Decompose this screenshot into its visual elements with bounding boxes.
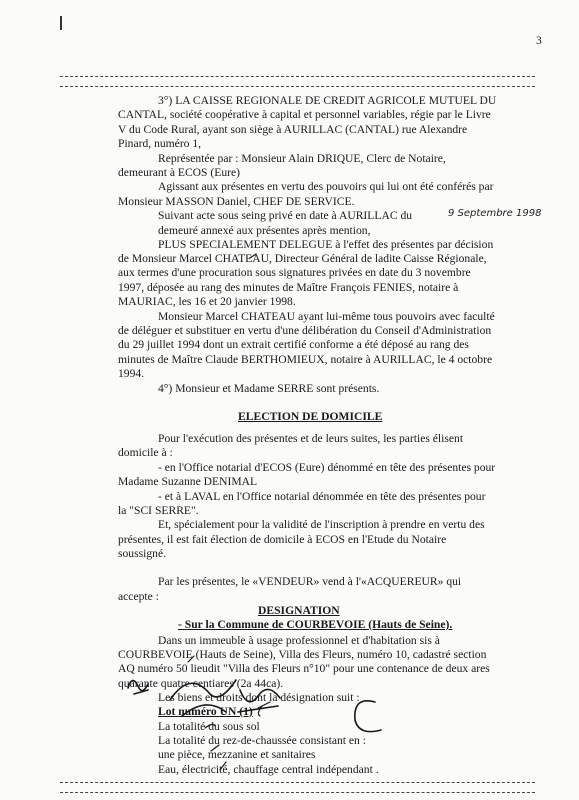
text-line: PLUS SPECIALEMENT DELEGUE à l'effet des présentes par décision <box>158 238 494 251</box>
text-line: CANTAL, société coopérative à capital et personnel variables, régie par le Livre <box>118 108 491 121</box>
text-line: Pour l'exécution des présentes et de leurs suites, les parties élisent <box>158 432 464 445</box>
commune-heading: - Sur la Commune de COURBEVOIE (Hauts de Seine). <box>178 618 453 631</box>
text-line: 1997, déposée au rang des minutes de Maître François FENIES, notaire à <box>118 281 459 294</box>
text-line: la "SCI SERRE". <box>118 504 199 517</box>
text-line: Agissant aux présentes en vertu des pouvoirs qui lui ont été conférés par <box>158 180 494 193</box>
text-line: présentes, il est fait élection de domicile à ECOS en l'Etude du Notaire <box>118 533 447 546</box>
text-line: de Monsieur Marcel CHATEAU, Directeur Général de ladite Caisse Régionale, <box>118 252 487 265</box>
text-line: La totalité du rez-de-chaussée consistant en : <box>158 734 366 747</box>
lot-heading: Lot numéro UN (1) <box>158 705 253 718</box>
text-line: Eau, électricité, chauffage central indépendant . <box>158 763 379 776</box>
text-line: La totalité du sous sol <box>158 720 260 733</box>
text-line: Monsieur MASSON Daniel, CHEF DE SERVICE. <box>118 195 355 208</box>
text-line: Madame Suzanne DENIMAL <box>118 475 258 488</box>
text-line: COURBEVOIE (Hauts de Seine), Villa des Fleurs, numéro 10, cadastré section <box>118 648 487 661</box>
text-line: V du Code Rural, ayant son siège à AURILLAC (CANTAL) rue Alexandre <box>118 123 468 136</box>
text-line: aux termes d'une procuration sous signatures privées en date du 3 novembre <box>118 266 471 279</box>
text-line: Par les présentes, le «VENDEUR» vend à l'«ACQUEREUR» qui <box>158 575 462 588</box>
text-line: 3°) LA CAISSE REGIONALE DE CREDIT AGRICOLE MUTUEL DU <box>158 94 497 107</box>
text-line: 4°) Monsieur et Madame SERRE sont présents. <box>158 382 380 395</box>
signature-icon <box>355 701 381 732</box>
text-line: du 29 juillet 1994 dont un extrait certifié conforme a été déposé au rang des <box>118 338 469 351</box>
text-line: minutes de Maître Claude BERTHOMIEUX, notaire à AURILLAC, le 4 octobre <box>118 353 493 366</box>
signature-icon <box>170 680 236 700</box>
text-line: Les biens et droits dont la désignation suit : <box>158 691 360 704</box>
text-line: Suivant acte sous seing privé en date à AURILLAC du <box>158 209 413 222</box>
text-line: Monsieur Marcel CHATEAU ayant lui-même tous pouvoirs avec faculté <box>158 310 495 323</box>
text-line: AQ numéro 50 lieudit "Villa des Fleurs n°10" pour une contenance de deux ares <box>118 662 490 675</box>
handwritten-date: 9 Septembre 1998 <box>448 208 542 219</box>
text-line: Représentée par : Monsieur Alain DRIQUE, Clerc de Notaire, <box>158 152 446 165</box>
text-line: Dans un immeuble à usage professionnel et d'habitation sis à <box>158 634 440 647</box>
section-heading: ELECTION DE DOMICILE <box>238 410 383 423</box>
text-line: Et, spécialement pour la validité de l'inscription à prendre en vertu des <box>158 518 485 531</box>
signature-icon <box>240 689 280 701</box>
text-line: - en l'Office notarial d'ECOS (Eure) dénommé en tête des présentes pour <box>158 461 496 474</box>
text-line: - et à LAVAL en l'Office notarial dénommée en tête des présentes pour <box>158 490 486 503</box>
text-line: quarante quatre centiares (2a 44ca). <box>118 677 284 690</box>
text-line: demeurant à ECOS (Eure) <box>118 166 241 179</box>
text-line: MAURIAC, les 16 et 20 janvier 1998. <box>118 295 296 308</box>
text-line: soussigné. <box>118 547 166 560</box>
page-number: 3 <box>536 34 542 47</box>
text-line: demeuré annexé aux présentes après mention, <box>158 224 371 237</box>
text-line: accepte : <box>118 590 159 603</box>
text-line: 1994. <box>118 367 145 380</box>
section-heading: DESIGNATION <box>258 604 340 617</box>
text-line: de déléguer et substituer en vertu d'une délibération du Conseil d'Administration <box>118 324 492 337</box>
text-line: domicile à : <box>118 446 173 459</box>
text-line: Pinard, numéro 1, <box>118 137 202 150</box>
text-line: une pièce, mezzanine et sanitaires <box>158 748 316 761</box>
initials-signature-icon <box>128 680 148 690</box>
